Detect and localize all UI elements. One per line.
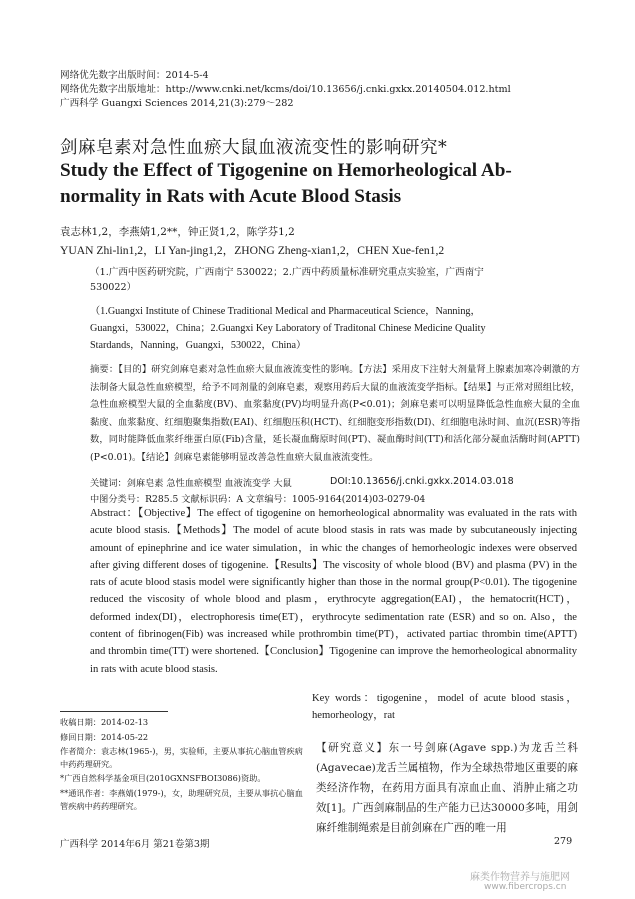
watermark-url: www.fibercrops.cn	[484, 882, 567, 892]
footnote-revised: 修回日期：2014-05-22	[60, 732, 149, 742]
title-chinese: 剑麻皂素对急性血瘀大鼠血液流变性的影响研究*	[60, 138, 448, 158]
authors-chinese: 袁志林1,2，李燕婧1,2**，钟正贤1,2，陈学芬1,2	[60, 226, 295, 238]
affiliation-english-line-2: Guangxi，530022，China；2.Guangxi Key Laboratory of Traditonal Chinese Medicine Quality	[90, 323, 486, 334]
doi: DOI:10.13656/j.cnki.gxkx.2014.03.018	[330, 476, 514, 487]
footnote-author-bio: 作者简介：袁志林(1965-)，男，实验师，主要从事抗心脑血管疾病中药药理研究。	[60, 746, 303, 769]
title-english-line-1: Study the Effect of Tigogenine on Hemorheological Ab-	[60, 160, 512, 181]
affiliation-chinese-line-1: （1.广西中医药研究院，广西南宁 530022；2.广西中药质量标准研究重点实验室，广西南宁	[90, 267, 484, 278]
title-english-line-2: normality in Rats with Acute Blood Stasis	[60, 186, 402, 207]
footnote-corresponding-author: **通讯作者：李燕婧(1979-)，女，助理研究员，主要从事抗心脑血管疾病中药药理研究。	[60, 788, 303, 811]
affiliation-english-line-1: （1.Guangxi Institute of Chinese Traditional Medical and Pharmaceutical Science，Nanning，	[90, 306, 481, 317]
footnote-funding: *广西自然科学基金项目(2010GXNSFBOI3086)资助。	[60, 773, 266, 783]
footer-journal: 广西科学 2014年6月 第21卷第3期	[60, 839, 210, 850]
affiliation-chinese-line-2: 530022）	[90, 282, 137, 293]
online-publish-url: 网络优先数字出版地址：http://www.cnki.net/kcms/doi/10.13656/j.cnki.gxkx.20140504.012.html	[60, 84, 511, 95]
classification-info: 中图分类号：R285.5 文献标识码：A 文章编号：1005-9164(2014)03-0279-04	[90, 494, 426, 505]
footnote-divider	[60, 711, 168, 712]
online-publish-time: 网络优先数字出版时间：2014-5-4	[60, 70, 209, 81]
abstract-chinese: 摘要：【目的】研究剑麻皂素对急性血瘀大鼠血液流变性的影响。【方法】采用皮下注射大剂量肾上腺素加寒冷刺激的方法制备大鼠急性血瘀模型，给予不同剂量的剑麻皂素，观察用药后大鼠的血液流变学指标。【结果】与正常对照组比较，急性血瘀模型大鼠的全血黏度(BV)、血浆黏度(PV)均明显升高(P<0.01)；剑麻皂素可以明显降低急性血瘀大鼠的全血黏度、血浆黏度、红细胞聚集指数(EAI)、红细胞压积(HCT)、红细胞变形指数(DI)、红细胞电泳时间、血沉(ESR)等指数，同时能降低血浆纤维蛋白原(Fib)含量，延长凝血酶原时间(PT)、凝血酶时间(TT)和活化部分凝血活酶时间(APTT)(P<0.01)。【结论】剑麻皂素能够明显改善急性血瘀大鼠血液流变性。	[90, 364, 580, 463]
abstract-english: Abstract：【Objective】The effect of tigogenine on hemorheological abnormality was evaluated in the rats with acute blood stasis.【Methods】The model of acute blood stasis in rats was made by subcutaneously injecting amount of epinephrine and ice water simulation，in whic the changes of hemorheologic indexes were observed after giving different doses of tigogenine.【Results】The viscosity of whole blood (BV) and plasma (PV) in the rats of acute blood stasis model were significantly higher than those in the normal group(P<0.01). The tigogenine reduced the viscosity of whole blood and plasm，erythrocyte aggregation(EAI)，the hematocrit(HCT)，deformed index(DI)，electrophoresis time(ET)，erythrocyte sedimentation rate (ESR) and so on. Also，the content of fibrinogen(Fib) was increased while prothrombin time(PT)，activated partiac thrombin time(APTT) and thrombin time(TT) were shortened.【Conclusion】Tigogenine can improve the hemorheological abnormality in rats with acute blood stasis.	[90, 508, 577, 675]
journal-citation: 广西科学 Guangxi Sciences 2014,21(3):279～282	[60, 98, 294, 109]
authors-english: YUAN Zhi-lin1,2，LI Yan-jing1,2，ZHONG Zheng-xian1,2，CHEN Xue-fen1,2	[60, 244, 445, 257]
keywords-english: Key words：tigogenine，model of acute blood stasis，hemorheology，rat	[312, 693, 577, 721]
footnote-received: 收稿日期：2014-02-13	[60, 717, 149, 727]
watermark-site-name: 麻类作物营养与施肥网	[470, 872, 570, 883]
page-number: 279	[554, 836, 573, 847]
affiliation-english-line-3: Stardands，Nanning，Guangxi，530022，China）	[90, 340, 307, 351]
keywords-chinese: 关键词：剑麻皂素 急性血瘀模型 血液流变学 大鼠	[90, 478, 292, 489]
body-text-intro: 【研究意义】东一号剑麻(Agave spp.)为龙舌兰科(Agavecae)龙舌兰属植物，作为全球热带地区重要的麻类经济作物，在药用方面具有凉血止血、消肿止痛之功效[1]。广西剑麻制品的生产能力已达30000多吨，用剑麻纤维制绳索是目前剑麻在广西的唯一用	[316, 742, 578, 834]
